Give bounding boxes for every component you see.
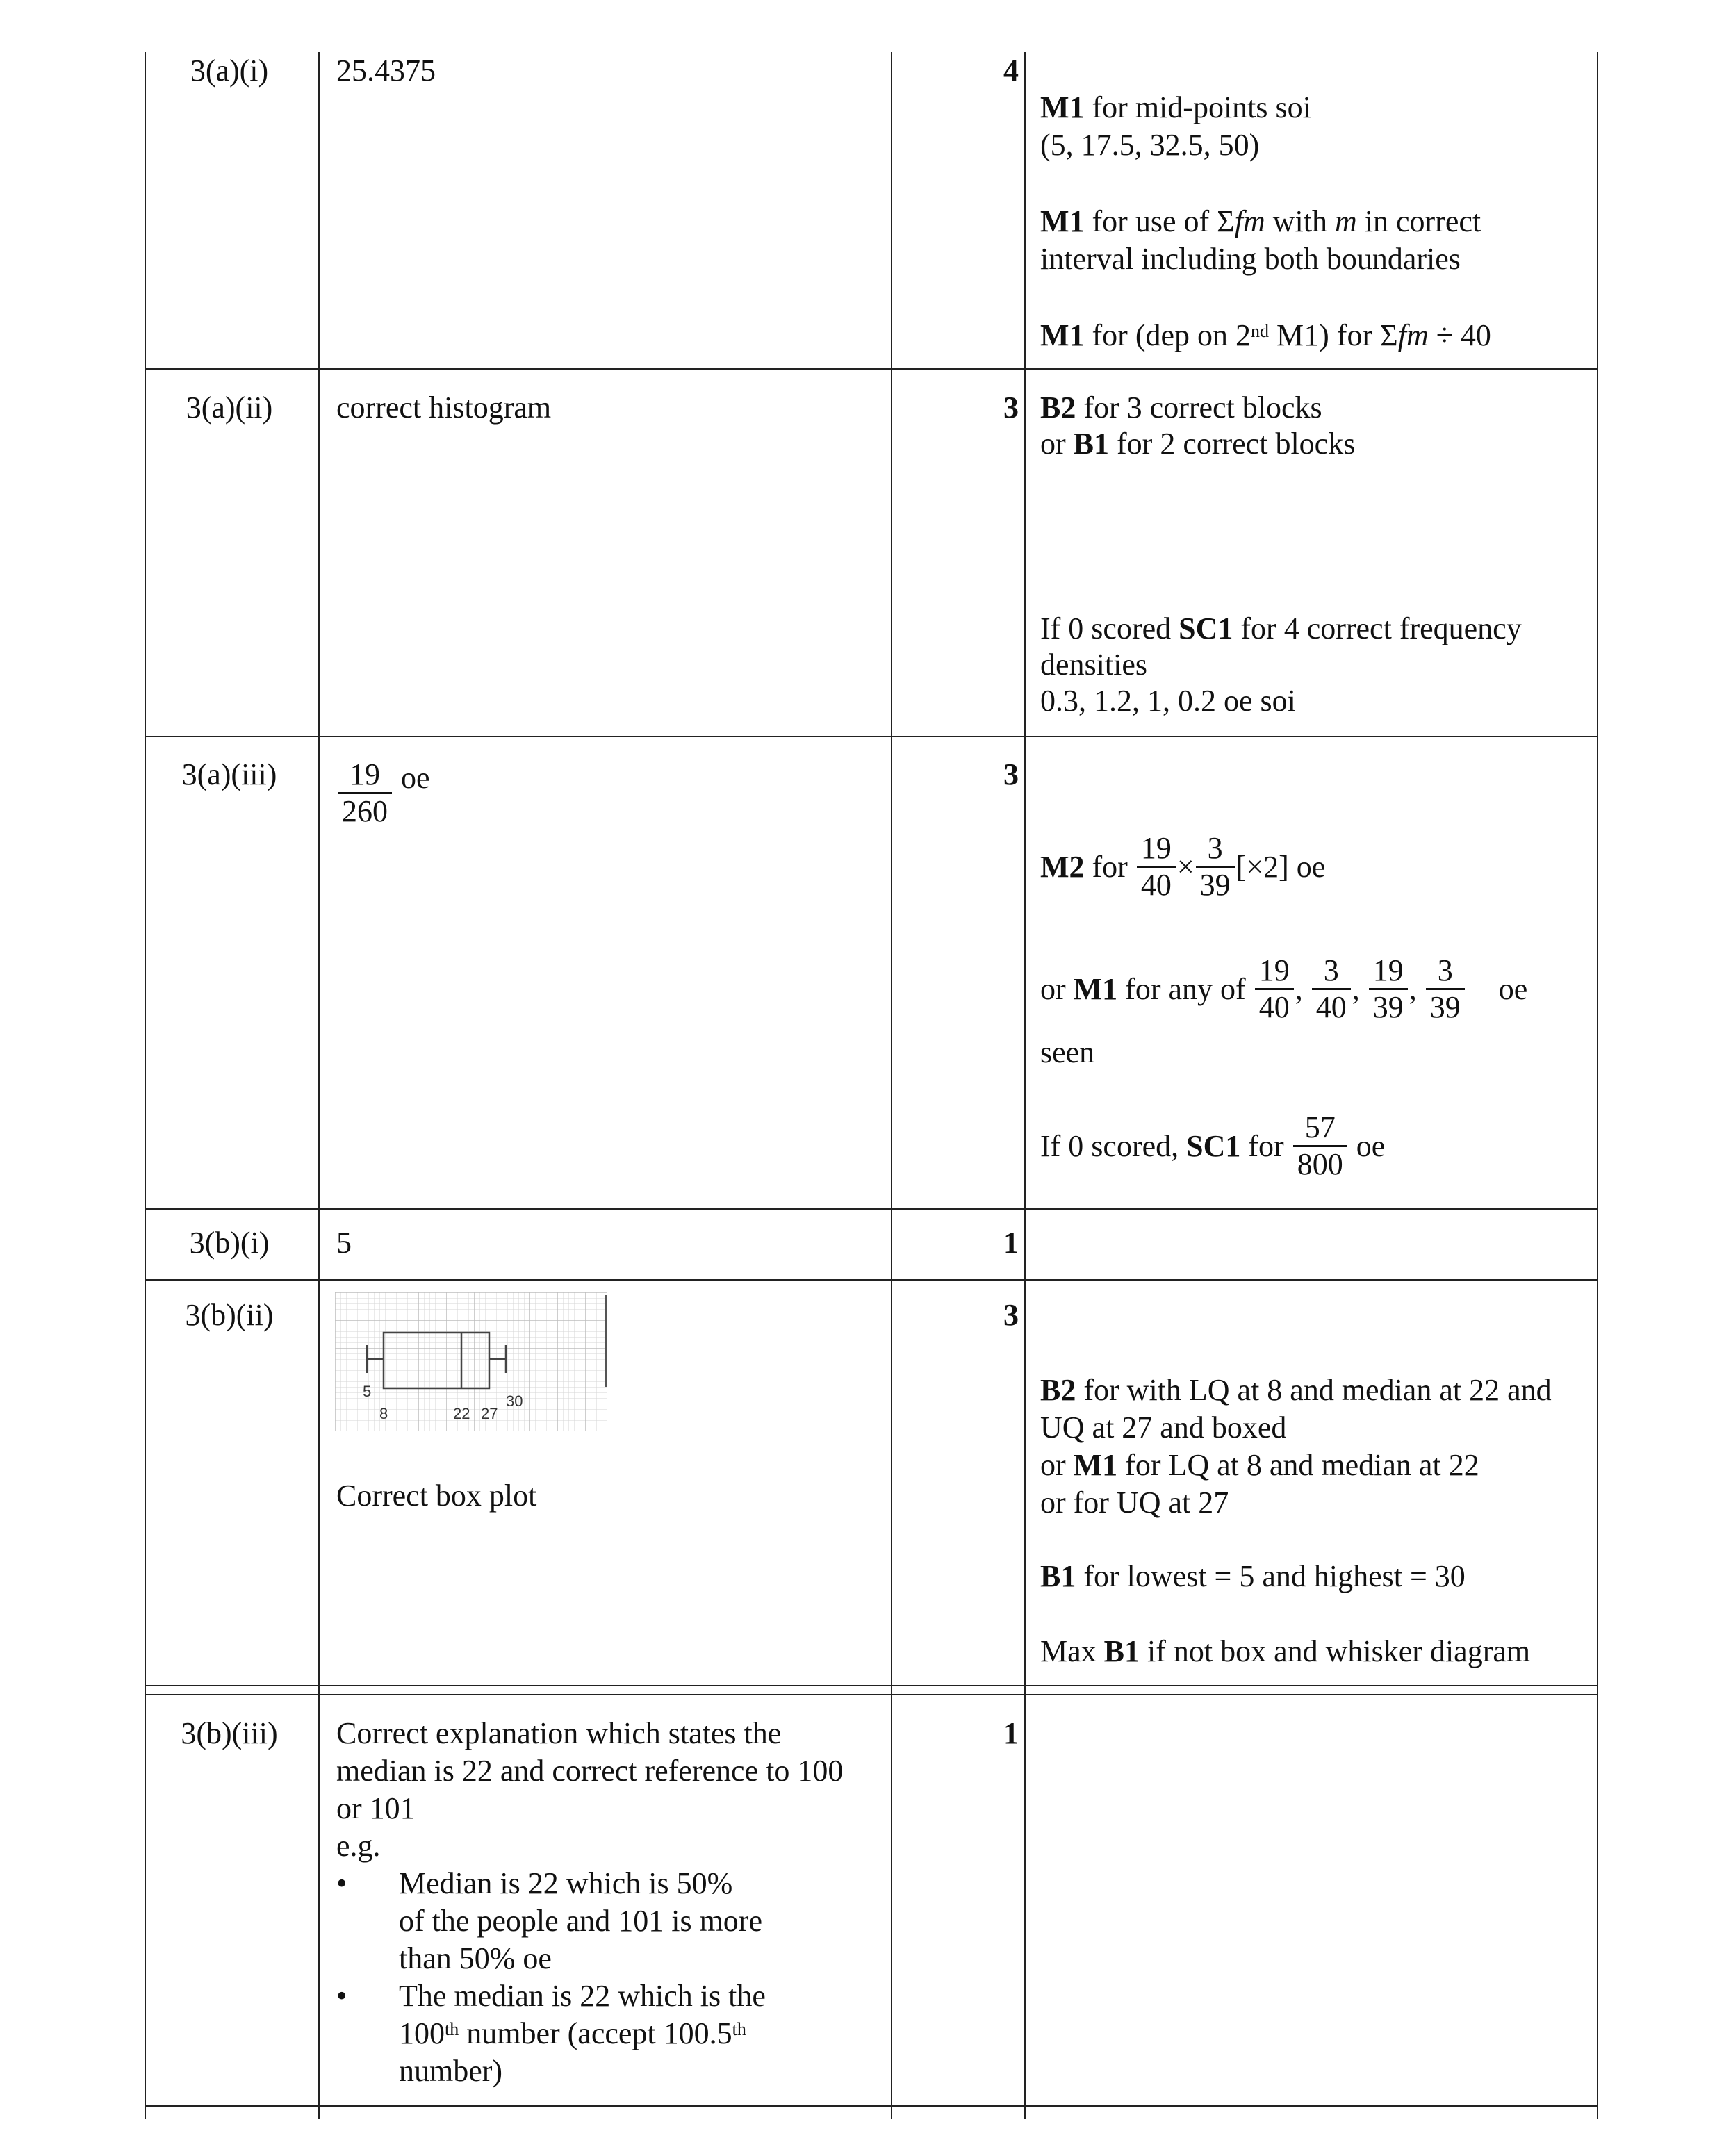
marks: 1	[1003, 1226, 1019, 1260]
fraction: $\frac{19}{40}$	[1255, 953, 1294, 1025]
label-max: 30	[506, 1392, 523, 1410]
bullet-line: Median is 22 which is 50%	[399, 1866, 733, 1900]
fraction: $\frac{19}{40}$	[1137, 831, 1176, 903]
guidance-line: seen	[1040, 1035, 1095, 1069]
row-divider	[145, 368, 1598, 370]
graph-paper	[335, 1292, 607, 1431]
row-divider	[145, 1279, 1598, 1281]
answer-text: 25.4375	[336, 54, 436, 88]
marks: 3	[1003, 390, 1019, 425]
fraction: $\frac{3}{39}$	[1196, 831, 1235, 903]
guidance-line: or B1 for 2 correct blocks	[1040, 427, 1356, 461]
column-divider	[318, 52, 320, 2119]
guidance-line: or M1 for LQ at 8 and median at 22	[1040, 1448, 1479, 1482]
bullet-line: number)	[399, 2054, 503, 2088]
answer-text: Correct box plot	[336, 1479, 537, 1513]
guidance-sc1: If 0 scored, SC1 for $\frac{57}{800}$ oe	[1040, 1110, 1386, 1181]
bullet-line: than 50% oe	[399, 1941, 552, 1975]
bullet-dot: •	[336, 1979, 347, 2013]
fraction: $\frac{3}{40}$	[1312, 953, 1351, 1025]
guidance-line: Max B1 if not box and whisker diagram	[1040, 1634, 1531, 1668]
guidance-line: (5, 17.5, 32.5, 50)	[1040, 128, 1260, 162]
guidance-m1: or M1 for any of $\frac{19}{40}$ , $\frac{3}{40}$ , $\frac{19}{39}$ , $\frac{3}{39}$ oe	[1040, 953, 1528, 1024]
box-plot-image	[335, 1292, 613, 1431]
bullet-line: 100th number (accept 100.5th	[399, 2016, 746, 2050]
row-divider	[145, 1208, 1598, 1210]
question-number: 3(b)(i)	[189, 1226, 270, 1260]
question-number: 3(a)(ii)	[186, 390, 273, 425]
label-uq: 27	[481, 1405, 498, 1422]
answer-line: Correct explanation which states the	[336, 1716, 782, 1750]
guidance-line: UQ at 27 and boxed	[1040, 1410, 1287, 1445]
guidance-line: or for UQ at 27	[1040, 1486, 1229, 1520]
guidance-line: B2 for 3 correct blocks	[1040, 390, 1322, 425]
fraction: $\frac{19}{39}$	[1369, 953, 1408, 1025]
row-divider	[145, 2105, 1598, 2107]
answer-line: e.g.	[336, 1829, 381, 1863]
question-number: 3(b)(ii)	[185, 1298, 274, 1332]
answer-line: or 101	[336, 1791, 416, 1825]
fraction: $\frac{3}{39}$	[1426, 953, 1465, 1025]
question-number: 3(b)(iii)	[181, 1716, 278, 1750]
marks: 3	[1003, 1298, 1019, 1332]
bullet-line: of the people and 101 is more	[399, 1904, 762, 1938]
answer-line: median is 22 and correct reference to 100	[336, 1754, 844, 1788]
marks: 1	[1003, 1716, 1019, 1750]
guidance-line: M1 for mid-points soi	[1040, 90, 1311, 124]
guidance-m2: M2 for $\frac{19}{40}$ × $\frac{3}{39}$ [×2] oe	[1040, 831, 1326, 902]
marks: 3	[1003, 757, 1019, 791]
guidance-line: 0.3, 1.2, 1, 0.2 oe soi	[1040, 684, 1296, 718]
question-number: 3(a)(iii)	[181, 757, 277, 791]
marks: 4	[1003, 54, 1019, 88]
guidance-line: B1 for lowest = 5 and highest = 30	[1040, 1559, 1466, 1593]
row-divider	[145, 1694, 1598, 1695]
answer-text: correct histogram	[336, 390, 552, 425]
fraction: $\frac{57}{800}$	[1293, 1110, 1347, 1182]
answer-text: 5	[336, 1226, 352, 1260]
table-border-right	[1597, 52, 1598, 2119]
column-divider	[1024, 52, 1026, 2119]
question-number: 3(a)(i)	[190, 54, 269, 88]
table-border-left	[145, 52, 146, 2119]
bullet-line: The median is 22 which is the	[399, 1979, 766, 2013]
label-median: 22	[453, 1405, 470, 1422]
answer-fraction: $\frac{19}{260}$ oe	[336, 757, 430, 829]
row-divider	[145, 1685, 1598, 1686]
guidance-line: B2 for with LQ at 8 and median at 22 and	[1040, 1373, 1552, 1407]
fraction: $\frac{19}{260}$	[338, 757, 392, 829]
bullet-dot: •	[336, 1866, 347, 1900]
row-divider	[145, 736, 1598, 737]
guidance-line: M1 for (dep on 2nd M1) for Σfm ÷ 40	[1040, 318, 1491, 352]
guidance-line: If 0 scored SC1 for 4 correct frequency	[1040, 611, 1522, 645]
guidance-line: densities	[1040, 648, 1147, 682]
label-lq: 8	[379, 1405, 388, 1422]
guidance-line: interval including both boundaries	[1040, 242, 1461, 276]
label-min: 5	[363, 1383, 372, 1400]
guidance-line: M1 for use of Σfm with m in correct	[1040, 204, 1481, 238]
column-divider	[891, 52, 892, 2119]
